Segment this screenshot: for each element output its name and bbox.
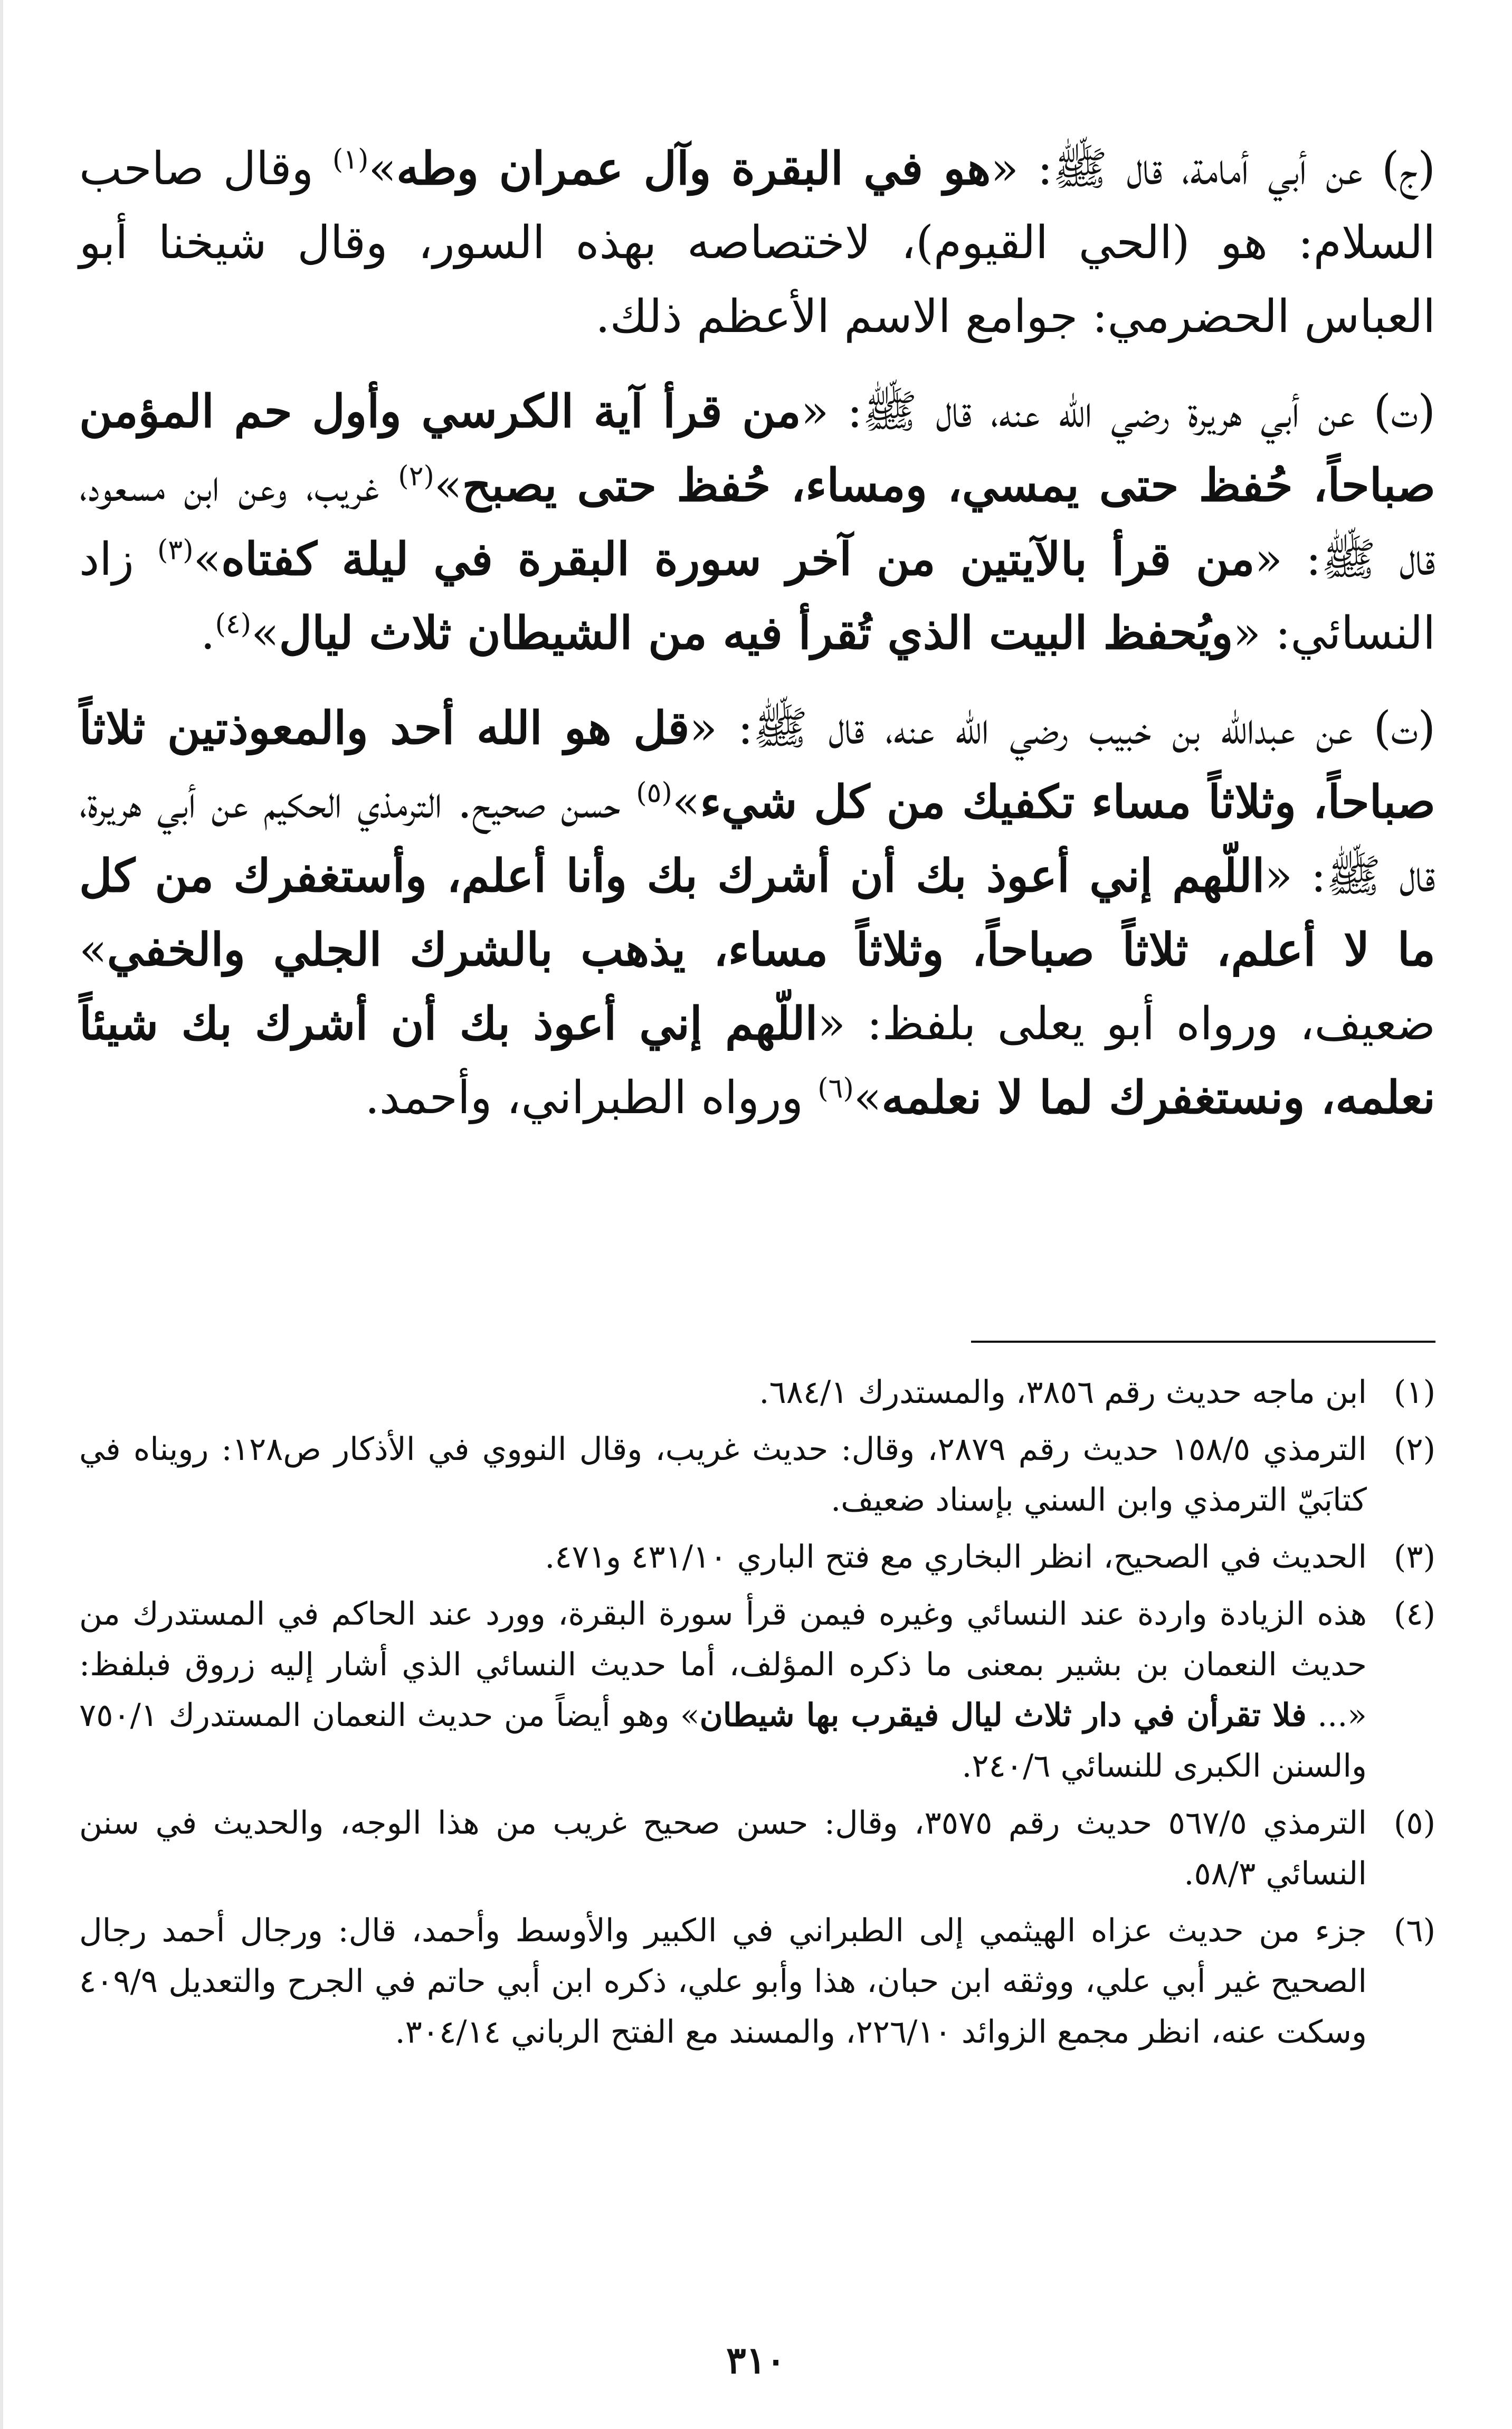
footnote-reference: (٤) [215,608,251,640]
footnote [79,1367,1435,1418]
text-segment: جزء من حديث عزاه الهيثمي إلى الطبراني في الكبير والأوسط وأحمد، قال: ورجال أحمد رجال الصحيح غير أبي علي، ووثقه ابن حبان، هذا وأبو علي، ذكره ابن أبي حاتم في الجرح والتعديل ٤٠٩/٩ وسكت عنه، انظر مجمع الزوائد ٢٢٦/١٠، والمسند مع الفتح الرباني ٣٠٤/١٤. [79,1912,1367,2051]
footnote-text [79,1589,1367,1791]
hadith-quote: اللّهم إني أعوذ بك أن أشرك بك شيئاً نعلمه، ونستغفرك لما لا نعلمه [79,997,1435,1124]
text-segment: » [672,776,700,829]
paragraph [79,691,1435,1135]
text-segment: . [201,607,215,660]
footnote-number: (٤) [1393,1596,1435,1633]
footnotes [79,1367,1435,2064]
hadith-quote: ويُحفظ البيت الذي تُقرأ فيه من الشيطان ثلاث ليال [279,606,1233,660]
footnote-text [79,1367,1367,1418]
text-segment: حسن صحيح. الترمذي الحكيم عن أبي هريرة، قال ﷺ: « [79,776,1435,903]
text-segment: » [434,459,462,512]
footnote-reference: (١) [332,144,369,176]
text-segment: الحديث في الصحيح، انظر البخاري مع فتح الباري ٤٣١/١٠ و٤٧١. [545,1539,1367,1576]
text-segment: الترمذي ٥٦٧/٥ حديث رقم ٣٥٧٥، وقال: حسن صحيح غريب من هذا الوجه، والحديث في سنن النسائي ٥٨/٣. [79,1805,1367,1892]
footnote-number: (٢) [1393,1431,1435,1468]
footnote-reference: (٥) [636,777,672,809]
text-segment: » ضعيف، ورواه أبو يعلى بلفظ: « [79,924,1436,1050]
hadith-quote: اللّهم إني أعوذ بك أن أشرك بك وأنا أعلم، وأستغفرك من كل ما لا أعلم، ثلاثاً صباحاً، وثلاثاً مساء، يذهب بالشرك الجلي والخفي [79,849,1435,976]
hadith-quote: فلا تقرأن في دار ثلاث ليال فيقرب بها شيطان [699,1697,1307,1734]
footnote-text [79,1798,1367,1899]
paragraph [79,132,1435,354]
footnote-number: (٥) [1393,1805,1435,1842]
footnote [79,1532,1435,1582]
footnote [79,1798,1435,1899]
hadith-quote: من قرأ بالآيتين من آخر سورة البقرة في ليلة كفتاه [221,533,1255,586]
footnote-reference: (٣) [157,534,194,566]
text-segment: » [368,143,396,195]
hadith-quote: هو في البقرة وآل عمران وطه [396,142,991,195]
footnote-number: (٦) [1393,1912,1435,1949]
hadith-quote: من قرأ آية الكرسي وأول حم المؤمن صباحاً، حُفظ حتى يمسي، ومساء، حُفظ حتى يصبح [79,385,1435,512]
footnote [79,1424,1435,1525]
text-segment: ابن ماجه حديث رقم ٣٨٥٦، والمستدرك ٦٨٤/١. [759,1374,1367,1411]
text-segment: » [193,533,222,586]
footnote-text [79,1424,1367,1525]
footnote-text [79,1905,1367,2057]
text-segment: زاد النسائي: « [79,533,1435,660]
footnote-reference: (٢) [398,460,434,492]
footnote-text [79,1532,1367,1582]
text-segment: ورواه الطبراني، وأحمد. [365,1071,818,1124]
footnote [79,1905,1435,2057]
paragraph [79,375,1435,670]
text-segment: (ج) عن أبي أمامة، قال ﷺ: « [991,143,1435,195]
footnote [79,1589,1435,1791]
text-segment: (ت) عن أبي هريرة رضي الله عنه، قال ﷺ: « [801,385,1435,438]
text-segment: هذه الزيادة واردة عند النسائي وغيره فيمن قرأ سورة البقرة، وورد عند الحاكم في المستدرك من حديث النعمان بن بشير بمعنى ما ذكره المؤلف، أما حديث النسائي الذي أشار إليه زروق فبلفظ: «... [79,1596,1367,1734]
text-segment: غريب، وعن ابن مسعود، قال ﷺ: « [79,459,1435,586]
page-number: ٣١٠ [726,2338,786,2382]
text-segment: (ت) عن عبدالله بن خبيب رضي الله عنه، قال ﷺ: « [689,702,1435,755]
text-segment: » وهو أيضاً من حديث النعمان المستدرك ٧٥٠/١ والسنن الكبرى للنسائي ٢٤٠/٦. [79,1697,1367,1785]
footnote-separator [971,1341,1435,1343]
text-segment: » [251,607,279,660]
page-edge-shadow [0,0,3,2429]
hadith-quote: قل هو الله أحد والمعوذتين ثلاثاً صباحاً، وثلاثاً مساء تكفيك من كل شيء [79,701,1435,829]
footnote-reference: (٦) [817,1073,854,1105]
main-text [79,132,1435,1156]
footnote-number: (١) [1393,1374,1435,1411]
footnote-number: (٣) [1393,1539,1435,1576]
text-segment: وقال صاحب السلام: هو (الحي القيوم)، لاختصاصه بهذه السور، وقال شيخنا أبو العباس الحضرمي: جوامع الاسم الأعظم ذلك. [79,143,1435,343]
text-segment: الترمذي ١٥٨/٥ حديث رقم ٢٨٧٩، وقال: حديث غريب، وقال النووي في الأذكار ص١٢٨: رويناه في كتابَيّ الترمذي وابن السني بإسناد ضعيف. [79,1431,1367,1519]
text-segment: » [853,1071,882,1124]
